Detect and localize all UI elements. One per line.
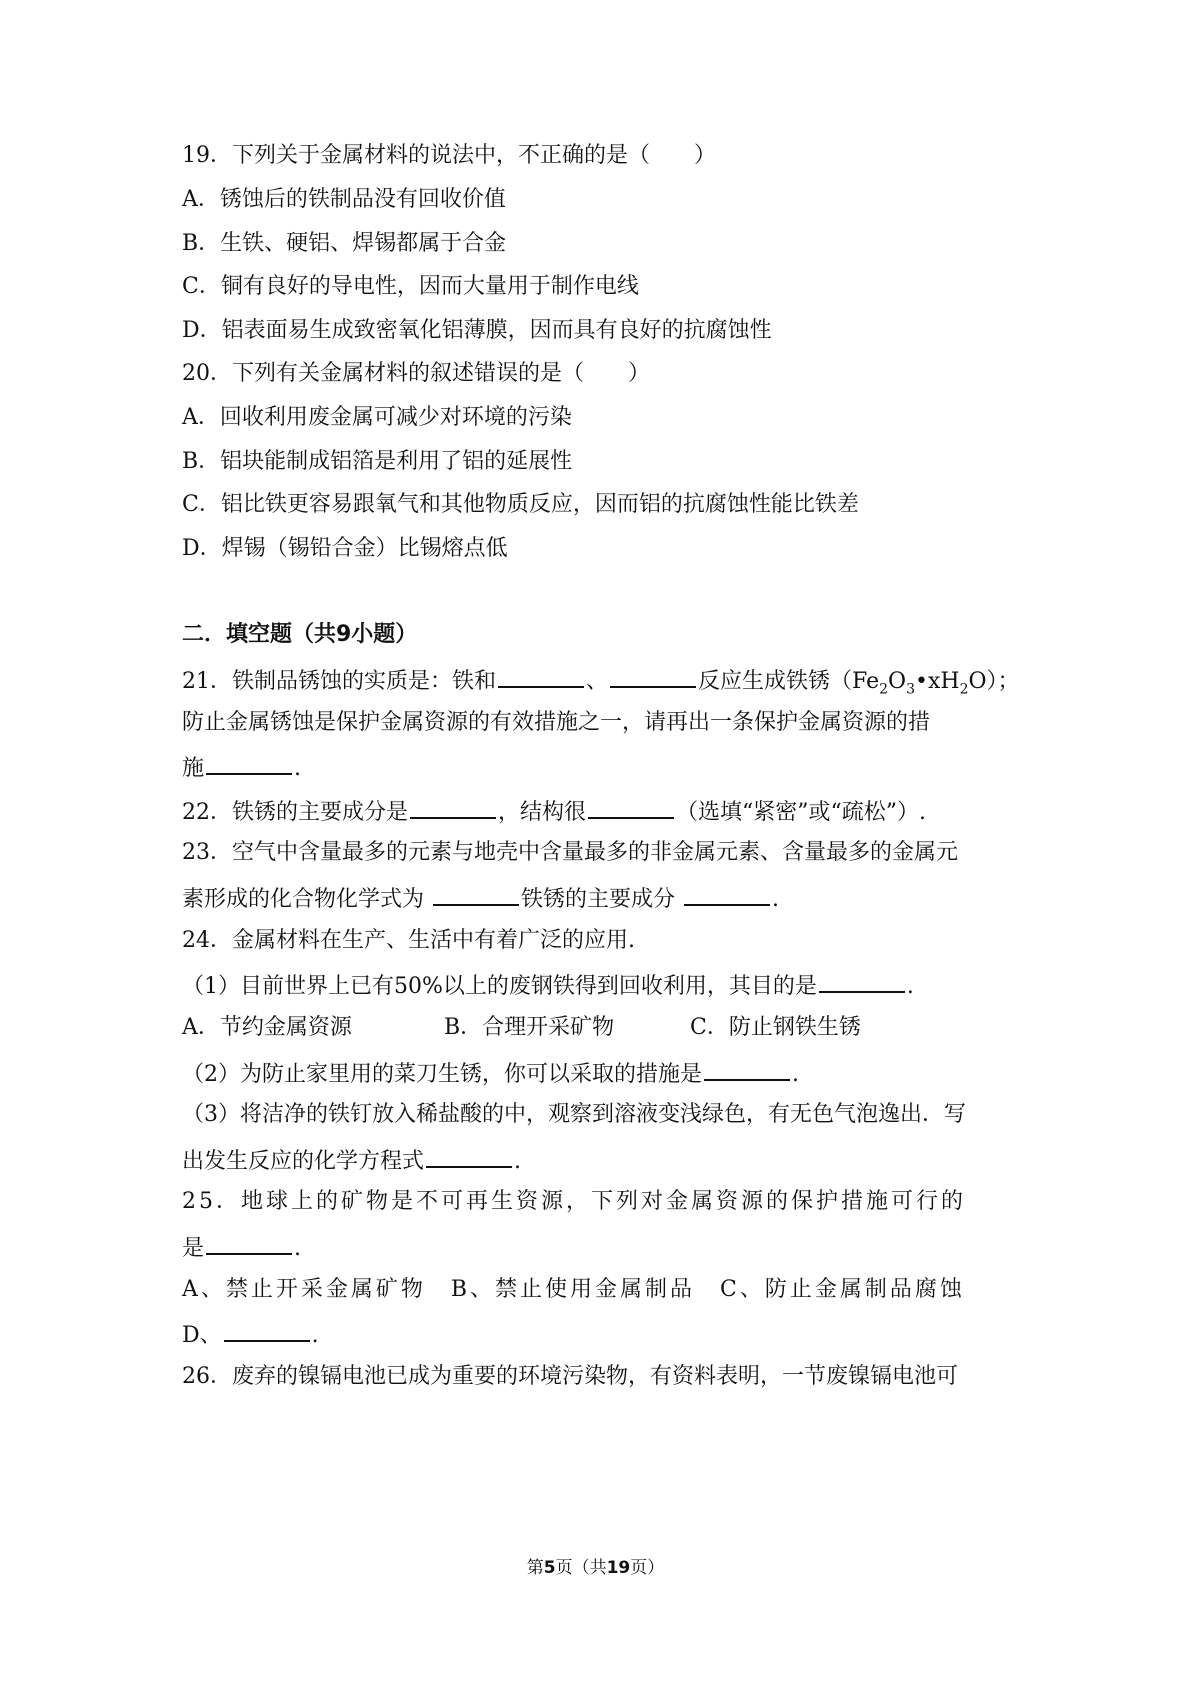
question-24-part-3-line-1: （3）将洁净的铁钉放入稀盐酸的中，观察到溶液变浅绿色，有无色气泡逸出．写 bbox=[182, 1102, 966, 1127]
answer-blank[interactable] bbox=[206, 751, 292, 775]
question-19-option-d: D．铝表面易生成致密氧化铝薄膜，因而具有良好的抗腐蚀性 bbox=[182, 318, 772, 343]
answer-blank[interactable] bbox=[206, 1231, 292, 1255]
q23-text-a: 素形成的化合物化学式为 bbox=[182, 887, 425, 912]
footer-total-pages: 19 bbox=[606, 1558, 631, 1578]
question-20-option-a: A．回收利用废金属可减少对环境的污染 bbox=[182, 405, 572, 430]
q21-text-e: •xH bbox=[915, 669, 960, 694]
q21-text-h: . bbox=[294, 756, 302, 781]
question-24-part-1 bbox=[182, 969, 914, 1002]
q21-text-d: O bbox=[888, 669, 907, 694]
q23-text-b: 铁锈的主要成分 bbox=[521, 887, 676, 912]
question-20-option-c: C．铝比铁更容易跟氧气和其他物质反应，因而铝的抗腐蚀性能比铁差 bbox=[182, 492, 859, 517]
question-19-option-c: C．铜有良好的导电性，因而大量用于制作电线 bbox=[182, 274, 639, 299]
q21-sub-2: 3 bbox=[906, 681, 915, 698]
question-25-option-d bbox=[182, 1318, 319, 1351]
q22-text-a: 22．铁锈的主要成分是 bbox=[182, 800, 408, 825]
answer-blank[interactable] bbox=[224, 1318, 310, 1342]
q25-text-a: 是 bbox=[182, 1236, 205, 1261]
q23-text-c: . bbox=[772, 887, 780, 912]
q22-text-b: ，结构很 bbox=[498, 800, 587, 825]
question-24-stem: 24．金属材料在生产、生活中有着广泛的应用. bbox=[182, 928, 635, 953]
q24-p3-end: . bbox=[514, 1149, 522, 1174]
q21-text-b: 、 bbox=[586, 669, 609, 694]
q21-sub-1: 2 bbox=[879, 681, 889, 698]
question-23-line-2 bbox=[182, 882, 779, 915]
q24-p2-end: . bbox=[792, 1062, 799, 1087]
q24-p1-text: （1）目前世界上已有50%以上的废钢铁得到回收利用，其目的是 bbox=[182, 974, 817, 999]
q24-option-a: A．节约金属资源 bbox=[182, 1015, 352, 1040]
q21-text-f: O）； bbox=[968, 669, 1020, 694]
section-heading-fill-in: 二．填空题（共9小题） bbox=[182, 622, 418, 647]
question-23-line-1: 23．空气中含量最多的元素与地壳中含量最多的非金属元素、含量最多的金属元 bbox=[182, 840, 958, 865]
question-19-option-a: A．锈蚀后的铁制品没有回收价值 bbox=[182, 187, 506, 212]
footer-text-b: 页（共 bbox=[555, 1558, 607, 1578]
q22-text-c: （选填“紧密”或“疏松”）. bbox=[676, 800, 926, 825]
question-21-line-1 bbox=[182, 664, 1020, 704]
question-24-options bbox=[182, 1013, 861, 1043]
answer-blank[interactable] bbox=[819, 969, 905, 993]
question-20-option-b: B．铝块能制成铝箔是利用了铝的延展性 bbox=[182, 449, 573, 474]
q21-text-c: 反应生成铁锈（Fe bbox=[698, 669, 880, 694]
question-21-line-2: 防止金属锈蚀是保护金属资源的有效措施之一，请再出一条保护金属资源的措 bbox=[182, 710, 931, 735]
q24-p3-text: 出发生反应的化学方程式 bbox=[182, 1149, 425, 1174]
question-26-line-1: 26．废弃的镍镉电池已成为重要的环境污染物，有资料表明，一节废镍镉电池可 bbox=[182, 1364, 958, 1389]
question-19-stem: 19．下列关于金属材料的说法中，不正确的是（ ） bbox=[182, 143, 716, 168]
q24-p2-text: （2）为防止家里用的菜刀生锈，你可以采取的措施是 bbox=[182, 1062, 702, 1087]
q25-text-b: . bbox=[294, 1236, 302, 1261]
answer-blank[interactable] bbox=[433, 882, 519, 906]
q24-p1-end: . bbox=[906, 974, 914, 999]
footer-text-c: 页） bbox=[630, 1558, 665, 1578]
question-21-line-3 bbox=[182, 751, 301, 784]
q24-option-c: C．防止钢铁生锈 bbox=[690, 1015, 861, 1040]
question-19-option-b: B．生铁、硬铝、焊锡都属于合金 bbox=[182, 231, 507, 256]
question-20-stem: 20．下列有关金属材料的叙述错误的是（ ） bbox=[182, 361, 650, 386]
q24-option-b: B．合理开采矿物 bbox=[444, 1015, 615, 1040]
q21-text-g: 施 bbox=[182, 756, 205, 781]
question-24-part-3-line-2 bbox=[182, 1144, 521, 1177]
q21-sub-3: 2 bbox=[959, 681, 969, 698]
answer-blank[interactable] bbox=[498, 664, 584, 688]
question-22 bbox=[182, 795, 926, 828]
question-24-part-2 bbox=[182, 1057, 799, 1090]
answer-blank[interactable] bbox=[410, 795, 496, 819]
question-25-line-2 bbox=[182, 1231, 301, 1264]
question-25-line-1: 25．地球上的矿物是不可再生资源，下列对金属资源的保护措施可行的 bbox=[182, 1189, 966, 1214]
question-25-options: A、禁止开采金属矿物 B、禁止使用金属制品 C、防止金属制品腐蚀 bbox=[182, 1277, 965, 1302]
q25-d-label: D、 bbox=[182, 1323, 222, 1348]
q21-text-a: 21．铁制品锈蚀的实质是：铁和 bbox=[182, 669, 496, 694]
answer-blank[interactable] bbox=[426, 1144, 512, 1168]
question-20-option-d: D．焊锡（锡铅合金）比锡熔点低 bbox=[182, 536, 508, 561]
footer-page-number: 5 bbox=[543, 1558, 556, 1578]
footer-text-a: 第 bbox=[526, 1558, 544, 1578]
answer-blank[interactable] bbox=[588, 795, 674, 819]
answer-blank[interactable] bbox=[684, 882, 770, 906]
answer-blank[interactable] bbox=[610, 664, 696, 688]
answer-blank[interactable] bbox=[704, 1057, 790, 1081]
q25-d-end: . bbox=[311, 1323, 319, 1348]
page-footer bbox=[0, 1553, 1191, 1578]
